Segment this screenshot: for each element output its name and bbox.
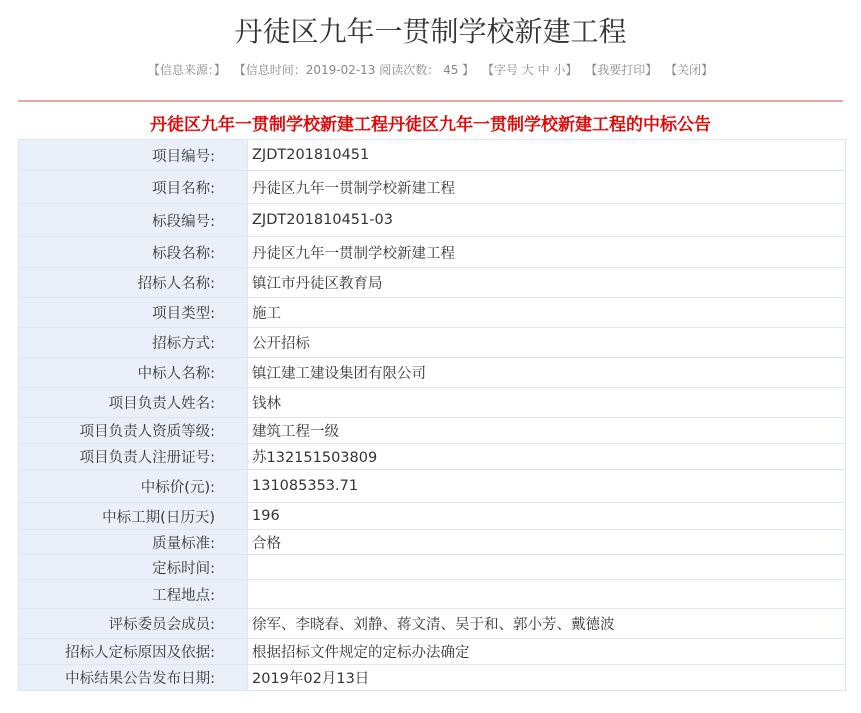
table-row: [19, 665, 846, 691]
row-value: [248, 555, 846, 580]
table-row: [19, 580, 846, 609]
table-row: [19, 171, 846, 204]
row-value: 根据招标文件规定的定标办法确定: [248, 639, 846, 665]
table-row: [19, 639, 846, 665]
table-row: [19, 470, 846, 503]
table-row: [19, 388, 846, 418]
table-row: [19, 328, 846, 358]
table-row: [19, 555, 846, 580]
row-value: 2019年02月13日: [248, 665, 846, 691]
row-label: 标段编号:: [19, 204, 248, 237]
row-label: 项目编号:: [19, 140, 248, 171]
info-bar: [0, 61, 861, 78]
row-label: 招标人名称:: [19, 268, 248, 298]
row-label: 评标委员会成员:: [19, 609, 248, 639]
row-value: 苏132151503809: [248, 444, 846, 470]
table-row: [19, 530, 846, 555]
row-label: 中标结果公告发布日期:: [19, 665, 248, 691]
info-time: 【信息时间：2019-02-13 阅读次数： 45 】: [233, 63, 475, 77]
row-value: 丹徒区九年一贯制学校新建工程: [248, 237, 846, 268]
row-value: 196: [248, 503, 846, 530]
table-row: [19, 298, 846, 328]
row-value: 钱林: [248, 388, 846, 418]
notice-title: 丹徒区九年一贯制学校新建工程丹徒区九年一贯制学校新建工程的中标公告: [150, 115, 711, 135]
row-label: 质量标准:: [19, 530, 248, 555]
row-value: 镇江建工建设集团有限公司: [248, 358, 846, 388]
table-row: [19, 418, 846, 444]
table-row: [19, 444, 846, 470]
close-link[interactable]: 【关闭】: [665, 63, 714, 77]
row-label: 招标方式:: [19, 328, 248, 358]
row-label: 中标价(元):: [19, 470, 248, 503]
row-value: 施工: [248, 298, 846, 328]
row-label: 定标时间:: [19, 555, 248, 580]
row-label: 项目负责人资质等级:: [19, 418, 248, 444]
row-label: 项目名称:: [19, 171, 248, 204]
row-value: 镇江市丹徒区教育局: [248, 268, 846, 298]
row-label: 工程地点:: [19, 580, 248, 609]
info-source: 【信息来源：】: [147, 63, 226, 77]
row-value: 建筑工程一级: [248, 418, 846, 444]
table-row: [19, 503, 846, 530]
table-row: [19, 609, 846, 639]
table-row: [19, 140, 846, 171]
row-value: ZJDT201810451: [248, 140, 846, 171]
row-label: 中标工期(日历天): [19, 503, 248, 530]
row-label: 项目类型:: [19, 298, 248, 328]
table-row: [19, 268, 846, 298]
award-info-table: [18, 139, 846, 691]
table-row: [19, 204, 846, 237]
page-title: 丹徒区九年一贯制学校新建工程: [234, 15, 627, 48]
row-value: 合格: [248, 530, 846, 555]
print-link[interactable]: 【我要打印】: [585, 63, 658, 77]
row-value: 徐军、李晓春、刘静、蒋文清、吴于和、郭小芳、戴德波: [248, 609, 846, 639]
title-divider: [18, 100, 843, 102]
row-label: 招标人定标原因及依据:: [19, 639, 248, 665]
font-size-switch[interactable]: 【字号 大 中 小】: [481, 63, 578, 77]
row-value: ZJDT201810451-03: [248, 204, 846, 237]
row-value: [248, 580, 846, 609]
row-label: 项目负责人姓名:: [19, 388, 248, 418]
row-value: 公开招标: [248, 328, 846, 358]
table-row: [19, 237, 846, 268]
row-label: 项目负责人注册证号:: [19, 444, 248, 470]
row-value: 丹徒区九年一贯制学校新建工程: [248, 171, 846, 204]
table-row: [19, 358, 846, 388]
row-label: 中标人名称:: [19, 358, 248, 388]
row-value: 131085353.71: [248, 470, 846, 503]
row-label: 标段名称:: [19, 237, 248, 268]
